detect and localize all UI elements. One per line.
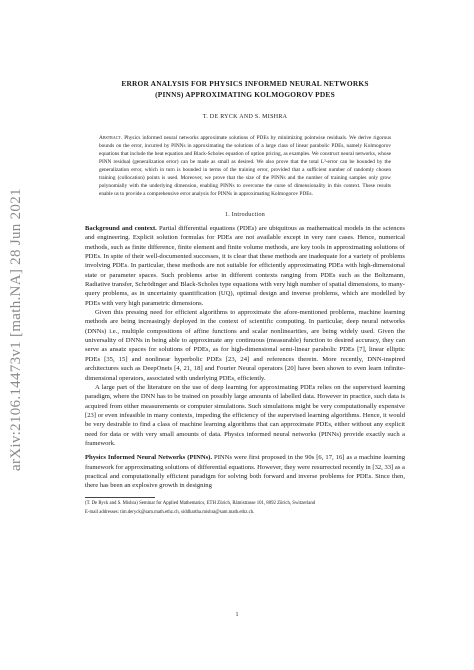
- abstract: [99, 134, 391, 198]
- paragraph-background: [85, 224, 405, 308]
- paragraph-body-pinns: PINNs were first proposed in the 90s [6, 17, 16] as a machine learning framework for approximating solutions of differential equations. However, they were resurrected recently in [32, 33] as a practical and computationally efficient paradigm for solving both forward and inverse problems for PDEs. Since then, there has been an explosive growth in designing: [85, 454, 405, 490]
- abstract-text: Physics informed neural networks approximate solutions of PDEs by minimizing pointwise residuals. We derive rigorous bounds on the error, incurred by PINNs in approximating the solutions of a large class of linear parabolic PDEs, namely Kolmogorov equations that include the heat equation and Black-Scholes equation of option pricing, as examples. We construct neural networks, whose PINN residual (generalization error) can be made as small as desired. We also prove that the total L²-error can be bounded by the generalization error, which in turn is bounded in terms of the training error, provided that a sufficient number of randomly chosen training (collocation) points is used. Moreover, we prove that the size of the PINNs and the number of training samples only grow polynomially with the underlying dimension, enabling PINNs to overcome the curse of dimensionality in this context. These results enable us to provide a comprehensive error analysis for PINNs in approximating Kolmogorov PDEs.: [99, 135, 392, 197]
- paragraph-pinns: [85, 453, 405, 490]
- paragraph-lead-background: Background and context.: [85, 225, 157, 232]
- footnote-divider: [85, 497, 155, 498]
- paper-page: [85, 78, 405, 516]
- title-line-1: ERROR ANALYSIS FOR PHYSICS INFORMED NEURAL NETWORKS: [121, 79, 369, 88]
- paragraph-machine-learning: Given this pressing need for efficient algorithms to approximate the afore-mentioned problems, machine learning methods are being increasingly deployed in the context of scientific computing. In particular, deep neural networks (DNNs) i.e., multiple compositions of affine functions and scalar nonlinearities, are being widely used. Given the universality of DNNs in being able to approximate any continuous (measurable) function to desired accuracy, they can serve as ansatz spaces for solutions of PDEs, as for high-dimensional semi-linear parabolic PDEs [7], linear elliptic PDEs [35, 15] and nonlinear hyperbolic PDEs [23, 24] and references therein. More recently, DNN-inspired architectures such as DeepOnets [4, 21, 18] and Fourier Neural operators [20] have been shown to even learn infinite-dimensional operators, associated with underlying PDEs, efficiently.: [85, 309, 405, 382]
- paper-title: [85, 78, 405, 100]
- section-title-introduction: 1. Introduction: [224, 212, 266, 218]
- paragraph-body-background: Partial differential equations (PDEs) are ubiquitous as mathematical models in the sciences and engineering. Explicit solution formulas for PDEs are not available except in very rare cases. Hence, numerical methods, such as finite difference, finite element and finite volume methods, are key tools in approximating solutions of PDEs. In spite of their well-documented successes, it is clear that these methods are inadequate for a variety of problems involving PDEs. In particular, these methods are not suitable for efficiently approximating PDEs with high-dimensional state or parameter spaces. Such problems arise in different contexts ranging from PDEs such as the Boltzmann, Radiative transfer, Schrödinger and Black-Scholes type equations with very high number of spatial dimensions, to many-query problems, as in uncertainty quantification (UQ), optimal design and inverse problems, which are modelled by PDEs with very high parametric dimensions.: [85, 225, 405, 307]
- authors: T. DE RYCK AND S. MISHRA: [202, 114, 288, 120]
- abstract-label: Abstract.: [99, 135, 123, 141]
- footnote-emails: E-mail addresses: tim.deryck@sam.math.ethz.ch, siddhartha.mishra@sam.math.ethz.ch.: [85, 509, 255, 515]
- page-number: 1: [235, 612, 239, 618]
- footnote-affiliation: (T. De Ryck and S. Mishra) Seminar for Applied Mathematics, ETH Zürich, Rämistrasse 101, 8092 Zürich, Switzerland: [85, 500, 316, 506]
- title-line-2: (PINNS) APPROXIMATING KOLMOGOROV PDES: [155, 90, 335, 99]
- paragraph-lead-pinns: Physics Informed Neural Networks (PINNs).: [85, 454, 213, 462]
- paragraph-supervised-learning: A large part of the literature on the use of deep learning for approximating PDEs relies on the supervised learning paradigm, where the DNN has to be trained on possibly large amounts of labelled data. However in practice, such data is acquired from either measurements or computer simulations. Such simulations might be very computationally expensive [23] or even infeasible in many contexts, impeding the efficiency of the supervised learning algorithms. Hence, it would be very desirable to find a class of machine learning algorithms that can approximate PDEs, either without any explicit need for data or with very small amounts of data. Physics informed neural networks (PINNs) provide exactly such a framework.: [85, 383, 405, 447]
- arxiv-identifier: arXiv:2106.14473v1 [math.NA] 28 Jun 2021: [8, 188, 24, 472]
